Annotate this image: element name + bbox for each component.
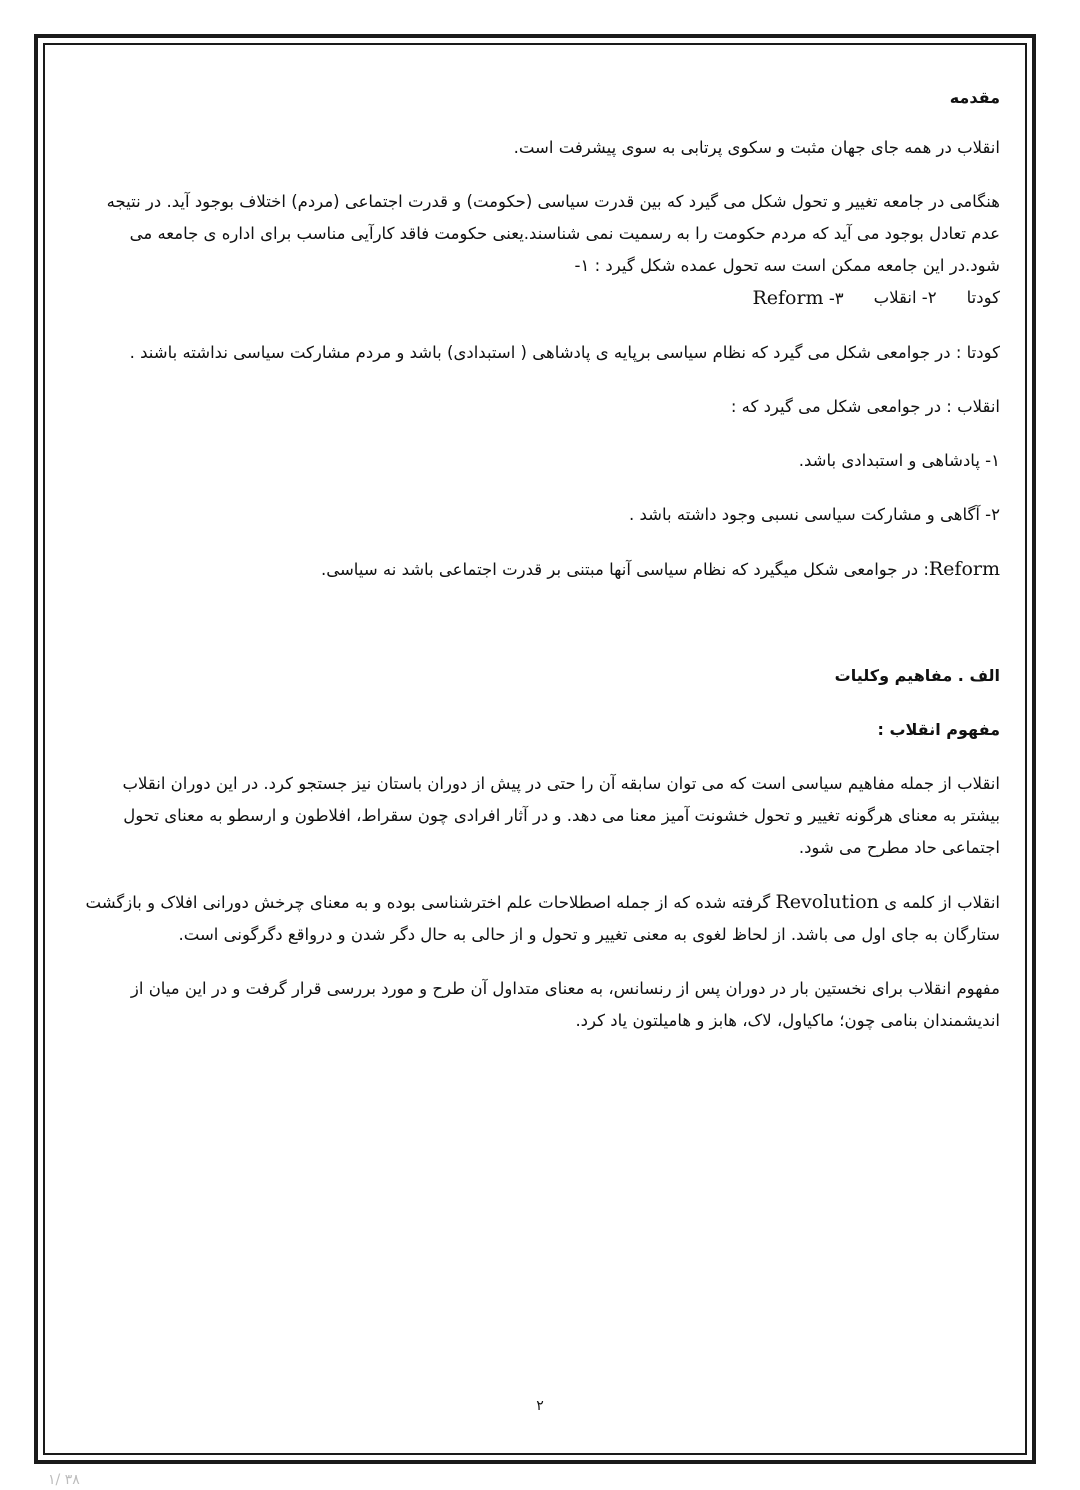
page-number: ۲ bbox=[536, 1398, 544, 1414]
section-heading-concept: مفهوم انقلاب : bbox=[877, 720, 1000, 739]
paragraph-coup: کودتا : در جوامعی شکل می گیرد که نظام سیاسی برپایه ی پادشاهی ( استبدادی) باشد و مردم مشارکت سیاسی نداشته باشند . bbox=[129, 343, 1000, 362]
intro-paragraph: انقلاب در همه جای جهان مثبت و سکوی پرتابی به سوی پیشرفت است. bbox=[513, 138, 1000, 157]
term-reform: ۳- Reform bbox=[752, 287, 844, 309]
paragraph-revolution-intro: انقلاب : در جوامعی شکل می گیرد که : bbox=[730, 397, 1000, 416]
reform-term: Reform bbox=[928, 558, 1000, 580]
term-coup: کودتا bbox=[966, 288, 1000, 307]
paragraph-etymology: انقلاب از کلمه ی Revolution گرفته شده که از جمله اصطلاحات علم اخترشناسی بوده و به معنای چرخش دورانی افلاک و بازگشت ستارگان به جای اول می باشد. از لحاظ لغوی به معنی تغییر و تحول و از حالی به حال دگر شدن و درواقع دگرگونی است. bbox=[85, 891, 1000, 944]
paragraph-tension: هنگامی در جامعه تغییر و تحول شکل می گیرد که بین قدرت سیاسی (حکومت) و قدرت اجتماعی (مردم) اختلاف بوجود آید. در نتیجه عدم تعادل بوجود می آید که مردم حکومت را به رسمیت نمی شناسند.یعنی حکومت فاقد کارآیی مناسب برای اداره ی جامعه می شود.در این جامعه ممکن است سه تحول عمده شکل گیرد : ۱- bbox=[106, 192, 1000, 275]
list-item-1: ۱- پادشاهی و استبدادی باشد. bbox=[798, 451, 1000, 470]
paragraph-history: انقلاب از جمله مفاهیم سیاسی است که می توان سابقه آن را حتی در پیش از دوران باستان نیز جستجو کرد. در این دوران انقلاب بیشتر به معنای هرگونه تغییر و تحول خشونت آمیز معنا می دهد. و در آثار افرادی چون سقراط، افلاطون و ارسطو به معنای تحول اجتماعی حاد مطرح می شود. bbox=[122, 774, 1000, 857]
three-transformations bbox=[80, 282, 1000, 315]
list-item-2: ۲- آگاهی و مشارکت سیاسی نسبی وجود داشته باشد . bbox=[629, 505, 1000, 524]
intro-heading: مقدمه bbox=[949, 88, 1000, 107]
paragraph-reform: Reform: در جوامعی شکل میگیرد که نظام سیاسی آنها مبتنی بر قدرت اجتماعی باشد نه سیاسی. bbox=[320, 558, 1000, 580]
term-revolution: ۲- انقلاب bbox=[873, 288, 937, 307]
page-content bbox=[80, 82, 1000, 1037]
footer-mark: ۳۸ /۱ bbox=[48, 1472, 80, 1488]
paragraph-renaissance: مفهوم انقلاب برای نخستین بار در دوران پس از رنسانس، به معنای متداول آن طرح و مورد بررسی قرار گرفت و در این میان از اندیشمندان بنامی چون؛ ماکیاول، لاک، هابز و هامیلتون یاد کرد. bbox=[130, 979, 1000, 1030]
section-heading-a: الف . مفاهیم وکلیات bbox=[834, 666, 1000, 685]
